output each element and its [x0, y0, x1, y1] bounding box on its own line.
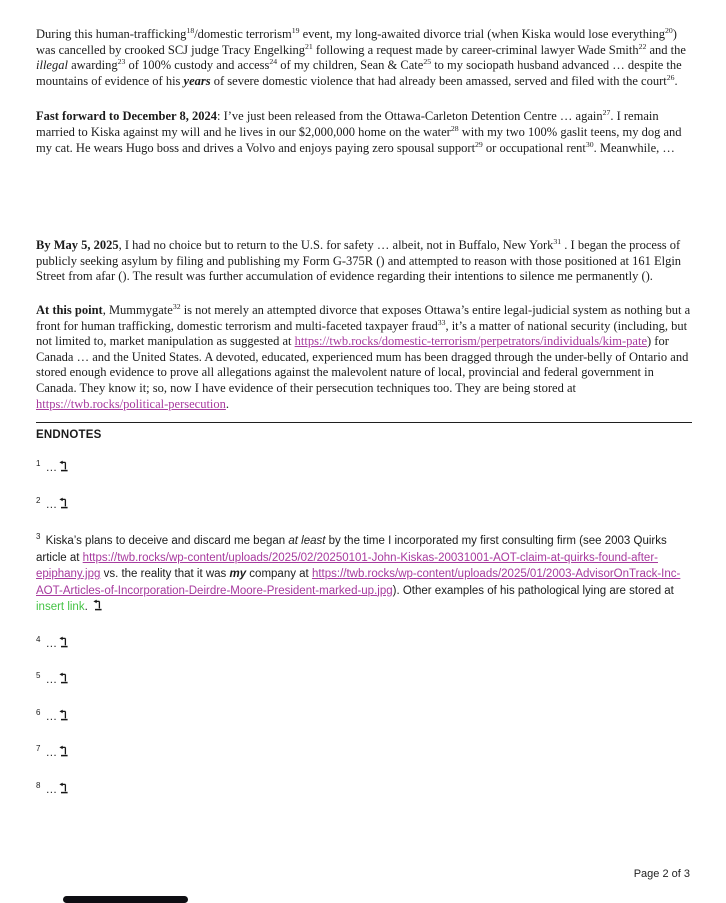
hyperlink[interactable]: https://twb.rocks/domestic-terrorism/perpetrators/individuals/kim-pate — [294, 334, 647, 349]
endnote-item-8 — [36, 782, 692, 800]
text-run: company at — [246, 568, 312, 581]
text-run: . — [225, 396, 230, 411]
endnote-number: 2 — [36, 495, 41, 505]
text-run: event, my long-awaited divorce trial (when Kiska would lose everything — [299, 27, 666, 41]
text-run: … — [42, 783, 58, 796]
text-run: . — [84, 601, 91, 614]
hyperlink[interactable]: https://twb.rocks/wp-content/uploads/2025/02/20250101-John-Kiskas-20031001-AOT-claim-at-quirks-found-after-epiphany.jpg — [36, 551, 658, 581]
text-run: my — [229, 568, 247, 581]
body-paragraph-divorce-trial — [36, 27, 692, 89]
document-content — [36, 0, 692, 818]
text-run: … — [42, 710, 58, 723]
text-run: with my two 100% gaslit teens, my dog and my cat. He wears Hugo boss and drives a Volvo and enjoys paying zero spousal support — [36, 124, 682, 155]
note-reference: 24 — [269, 57, 278, 67]
text-run: by the time I incorporated my first consulting firm (see 2003 Quirks article at — [36, 535, 667, 564]
endnote-item-2 — [36, 497, 692, 515]
note-reference: 27 — [602, 108, 611, 118]
paragraph-mark-icon — [59, 636, 68, 654]
paragraph-mark-icon — [59, 460, 68, 478]
endnote-number: 4 — [36, 634, 41, 644]
paragraph-mark-icon — [59, 782, 68, 800]
text-run: . I began the process of publicly seeking asylum by filing and publishing my Form G-375R () and attempted to reason with those positioned at 161 Elgin Street from afar (). The result was further accumulation of evidence regarding their intentions to silence me permanently (). — [36, 238, 682, 284]
text-run: of severe domestic violence that had already been amassed, served and filed with the court — [210, 73, 667, 88]
note-reference: 20 — [665, 25, 673, 35]
text-run: . — [674, 73, 678, 88]
text-run: of my children, Sean & Cate — [277, 58, 424, 73]
text-run: years — [183, 73, 211, 88]
note-reference: 28 — [450, 123, 459, 133]
note-reference: 22 — [638, 41, 647, 51]
paragraph-mark-icon — [59, 709, 68, 727]
note-reference: 25 — [423, 57, 432, 67]
endnote-item-4 — [36, 636, 692, 654]
text-run: and the — [646, 42, 686, 57]
endnote-number: 5 — [36, 671, 41, 681]
endnote-item-3 — [36, 533, 692, 617]
text-run: . Meanwhile, … — [593, 140, 675, 155]
text-run: By May 5, 2025 — [36, 238, 119, 253]
text-run: following a request made by career-criminal lawyer Wade Smith — [312, 42, 639, 57]
endnote-item-6 — [36, 709, 692, 727]
text-run: at least — [288, 535, 326, 548]
text-run: … — [42, 637, 58, 650]
note-reference: 18 — [186, 25, 195, 35]
endnotes-heading: ENDNOTES — [36, 429, 102, 442]
text-run: of 100% custody and access — [125, 58, 270, 73]
endnote-number: 1 — [36, 459, 41, 469]
endnote-item-5 — [36, 672, 692, 690]
endnote-number: 3 — [36, 532, 41, 542]
section-divider — [36, 422, 692, 423]
text-run: or occupational rent — [482, 140, 586, 155]
text-run: , I had no choice but to return to the U.S. for safety … albeit, not in Buffalo, New York — [118, 238, 554, 253]
endnote-number: 7 — [36, 744, 41, 754]
paragraph-mark-icon — [59, 497, 68, 515]
endnote-item-7 — [36, 745, 692, 763]
text-run: … — [42, 674, 58, 687]
paragraph-mark-icon — [93, 599, 102, 617]
text-run: … — [42, 747, 58, 760]
text-run: is not merely an attempted divorce that exposes Ottawa’s entire legal-judicial system as nothing but a front for human trafficking, domestic terrorism and multi-faceted taxpayer fraud — [36, 302, 691, 333]
note-reference: 31 — [553, 237, 562, 246]
endnote-item-1 — [36, 460, 692, 478]
note-reference: 29 — [475, 139, 483, 149]
page-number-label: Page 2 of 3 — [633, 868, 690, 880]
text-run: , it’s a matter of national security (including, but not limited to, market manipulation as suggested at — [36, 318, 688, 349]
text-run: : I’ve just been released from the Ottawa-Carleton Detention Centre … again — [216, 109, 603, 124]
text-run: awarding — [67, 58, 118, 73]
text-run: illegal — [36, 58, 68, 73]
text-run: /domestic terrorism — [194, 27, 292, 41]
paragraph-mark-icon — [59, 745, 68, 763]
text-run: vs. the reality that it was — [100, 568, 230, 581]
text-run: Fast forward to December 8, 2024 — [36, 109, 217, 124]
note-reference: 26 — [666, 72, 675, 82]
paragraph-mark-icon — [59, 672, 68, 690]
text-run: Kiska’s plans to deceive and discard me began — [42, 535, 289, 548]
text-run: ) was cancelled by crooked SCJ judge Tracy Engelking — [36, 27, 677, 57]
note-reference: 33 — [437, 317, 446, 327]
note-reference: 23 — [117, 57, 126, 67]
note-reference: 32 — [172, 301, 181, 311]
endnote-number: 6 — [36, 707, 41, 717]
text-run: At this point — [36, 302, 103, 317]
hyperlink[interactable]: https://twb.rocks/wp-content/uploads/2025/01/2003-AdvisorOnTrack-Inc-AOT-Articles-of-Incorporation-Deirdre-Moore-President-marked-up.jpg — [36, 568, 681, 597]
body-paragraph-may-5-2025 — [36, 238, 692, 285]
text-run: … — [42, 462, 58, 475]
endnote-list — [36, 460, 692, 799]
horizontal-scrollbar-thumb[interactable] — [63, 896, 188, 903]
text-run: … — [42, 498, 58, 511]
hyperlink[interactable]: https://twb.rocks/political-persecution — [36, 396, 226, 411]
text-run: ). Other examples of his pathological lying are stored at — [392, 584, 674, 597]
note-reference: 21 — [305, 41, 313, 51]
body-paragraph-at-this-point — [36, 303, 692, 412]
body-paragraph-fast-forward — [36, 109, 692, 156]
text-run: During this human-trafficking — [36, 27, 187, 41]
text-run: . I remain married to Kiska against my will and he lives in our $2,000,000 home on the water — [36, 109, 659, 139]
text-run: insert link — [36, 601, 85, 614]
note-reference: 30 — [585, 139, 594, 149]
note-reference: 19 — [291, 25, 300, 35]
endnote-number: 8 — [36, 780, 41, 790]
text-run: , Mummygate — [102, 302, 173, 317]
text-run: to my sociopath husband advanced … despite the mountains of evidence of his — [36, 58, 682, 88]
text-run: ) for Canada … and the United States. A devoted, educated, experienced mum has been dragged through the under-belly of Ontario and stored enough evidence to prove all allegations against the malevolent nature of local, provincial and federal government in Canada. They know it; so, now I have evidence of their persecution techniques too. They are being stored at — [36, 334, 689, 395]
